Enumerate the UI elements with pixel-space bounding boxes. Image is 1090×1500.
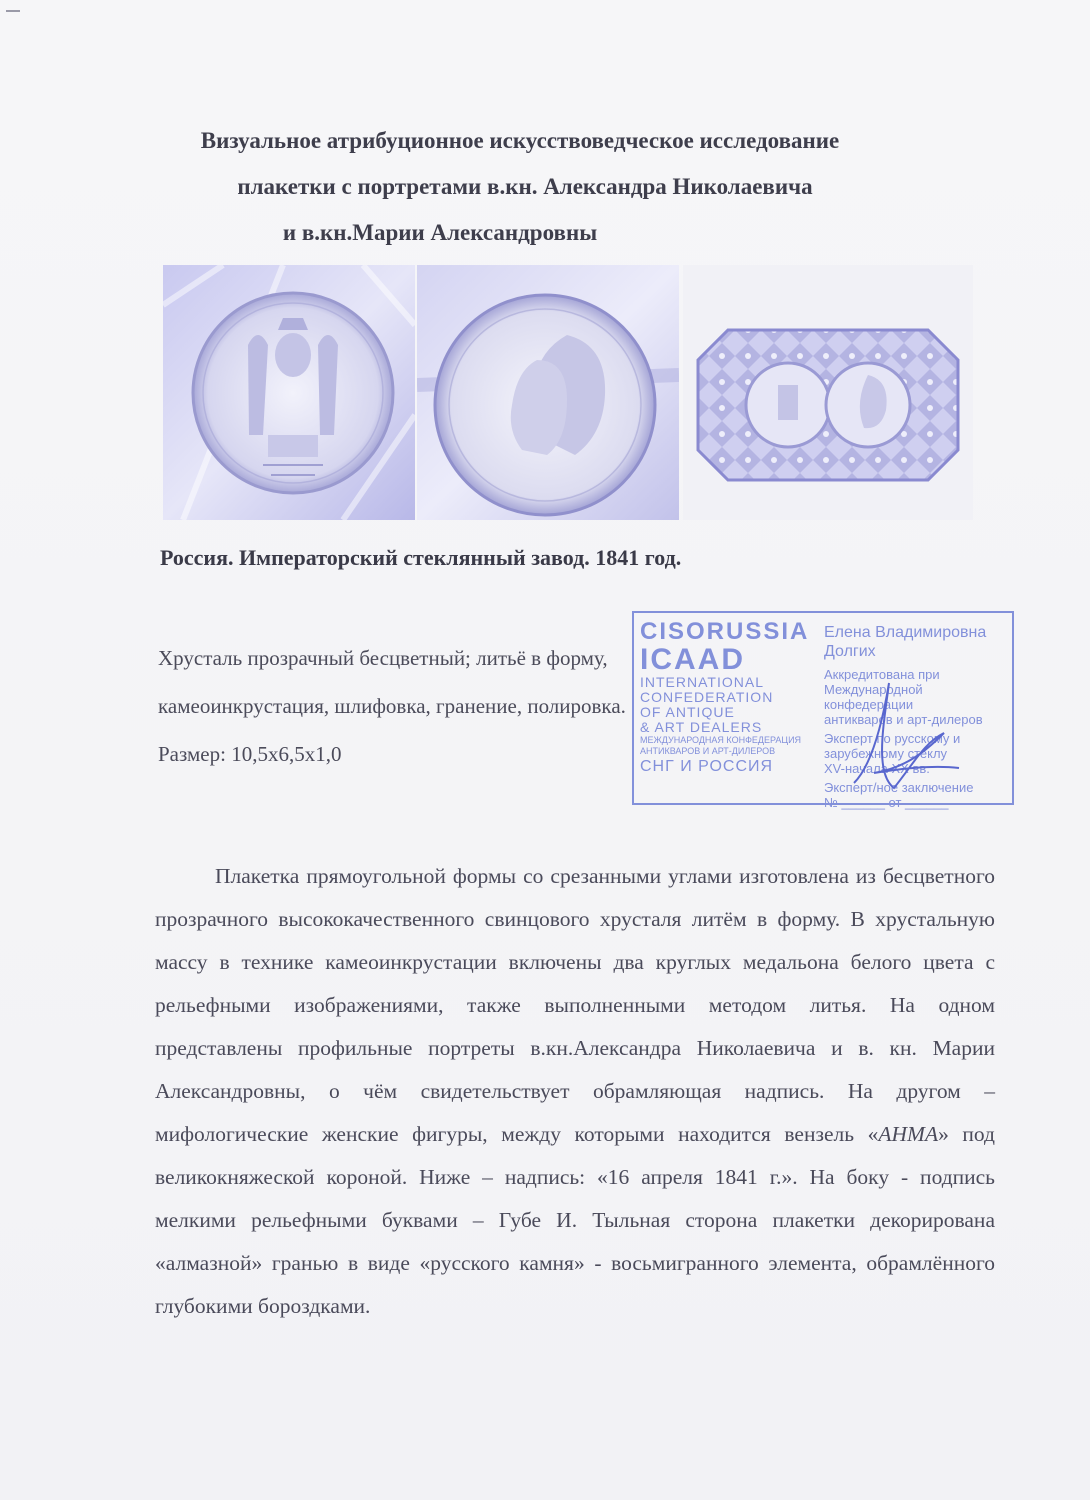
spec-technique: камеоинкрустация, шлифовка, гранение, полировка.: [158, 694, 626, 718]
stamp-expert-line: XV-начала XX вв.: [824, 761, 930, 776]
description-paragraph: [155, 855, 995, 1328]
stamp-expert-name: Елена Владимировна: [824, 624, 987, 641]
document-title: [150, 118, 890, 256]
stamp-org-line: CISORUSSIA: [640, 619, 810, 645]
stamp-org-acronym: ICAAD: [640, 643, 745, 676]
stamp-org-line: СНГ И РОССИЯ: [640, 758, 774, 775]
stamp-org-line: АНТИКВАРОВ И АРТ-ДИЛЕРОВ: [640, 746, 776, 756]
scan-mark: [6, 10, 20, 12]
expert-stamp: [632, 611, 1014, 810]
stamp-expert-line: Эксперт/ное заключение: [824, 780, 974, 795]
stamp-expert-line: Эксперт по русскому и: [824, 731, 961, 746]
stamp-expert-line: антикваров и арт-дилеров: [824, 712, 983, 727]
description-text: [155, 855, 995, 1328]
description-part: » под великокняжеской короной. Ниже – надпись: «16 апреля 1841 г.». На боку - подпись мелкими рельефными буквами – Губе И. Тыльная сторона плакетки декорирована «алмазной» гранью в виде «русского камня» - восьмигранного элемента, обрамлённого глубокими бороздками.: [155, 1122, 995, 1318]
description-part: Плакетка прямоугольной формы со срезанными углами изготовлена из бесцветного прозрачного высококачественного свинцового хрусталя литём в форму. В хрустальную массу в технике камеоинкрустации включены два круглых медальона белого цвета с рельефными изображениями, также выполненными методом литья. На одном представлены профильные портреты в.кн.Александра Николаевича и в. кн. Марии Александровны, о чём свидетельствует обрамляющая надпись. На другом – мифологические женские фигуры, между которыми находится вензель «: [155, 864, 995, 1146]
title-line-1: Визуальное атрибуционное искусствоведческое исследование: [200, 128, 840, 153]
stamp-org-block: [640, 619, 820, 795]
stamp-org-line: МЕЖДУНАРОДНАЯ КОНФЕДЕРАЦИЯ: [640, 735, 802, 745]
stamp-expert-surname: Долгих: [824, 643, 876, 660]
spec-size: Размер: 10,5х6,5х1,0: [158, 742, 342, 766]
title-line-2: плакетки с портретами в.кн. Александра Николаевича: [237, 174, 813, 199]
title-line-3: и в.кн.Марии Александровны: [282, 220, 598, 245]
stamp-expert-line: Международной конфедерации: [824, 682, 923, 712]
stamp-org-line: & ART DEALERS: [640, 719, 763, 735]
caption: Россия. Императорский стеклянный завод. 1841 год.: [160, 545, 682, 570]
monogram-text: АНМА: [878, 1122, 939, 1146]
photo-medallion-figures: [163, 265, 415, 520]
spec-material: Хрусталь прозрачный бесцветный; литьё в форму,: [158, 646, 608, 670]
photo-medallion-portraits: [417, 265, 679, 520]
stamp-org-line: INTERNATIONAL: [640, 674, 764, 690]
stamp-expert-line: зарубежному стеклу: [824, 746, 948, 761]
stamp-expert-line: № ______ от ______: [824, 795, 949, 810]
photo-plaque: [683, 265, 973, 520]
stamp-org-line: OF ANTIQUE: [640, 704, 735, 720]
stamp-org-line: CONFEDERATION: [640, 689, 774, 705]
signature: [834, 673, 964, 798]
stamp-expert-line: Аккредитована при: [824, 667, 940, 682]
